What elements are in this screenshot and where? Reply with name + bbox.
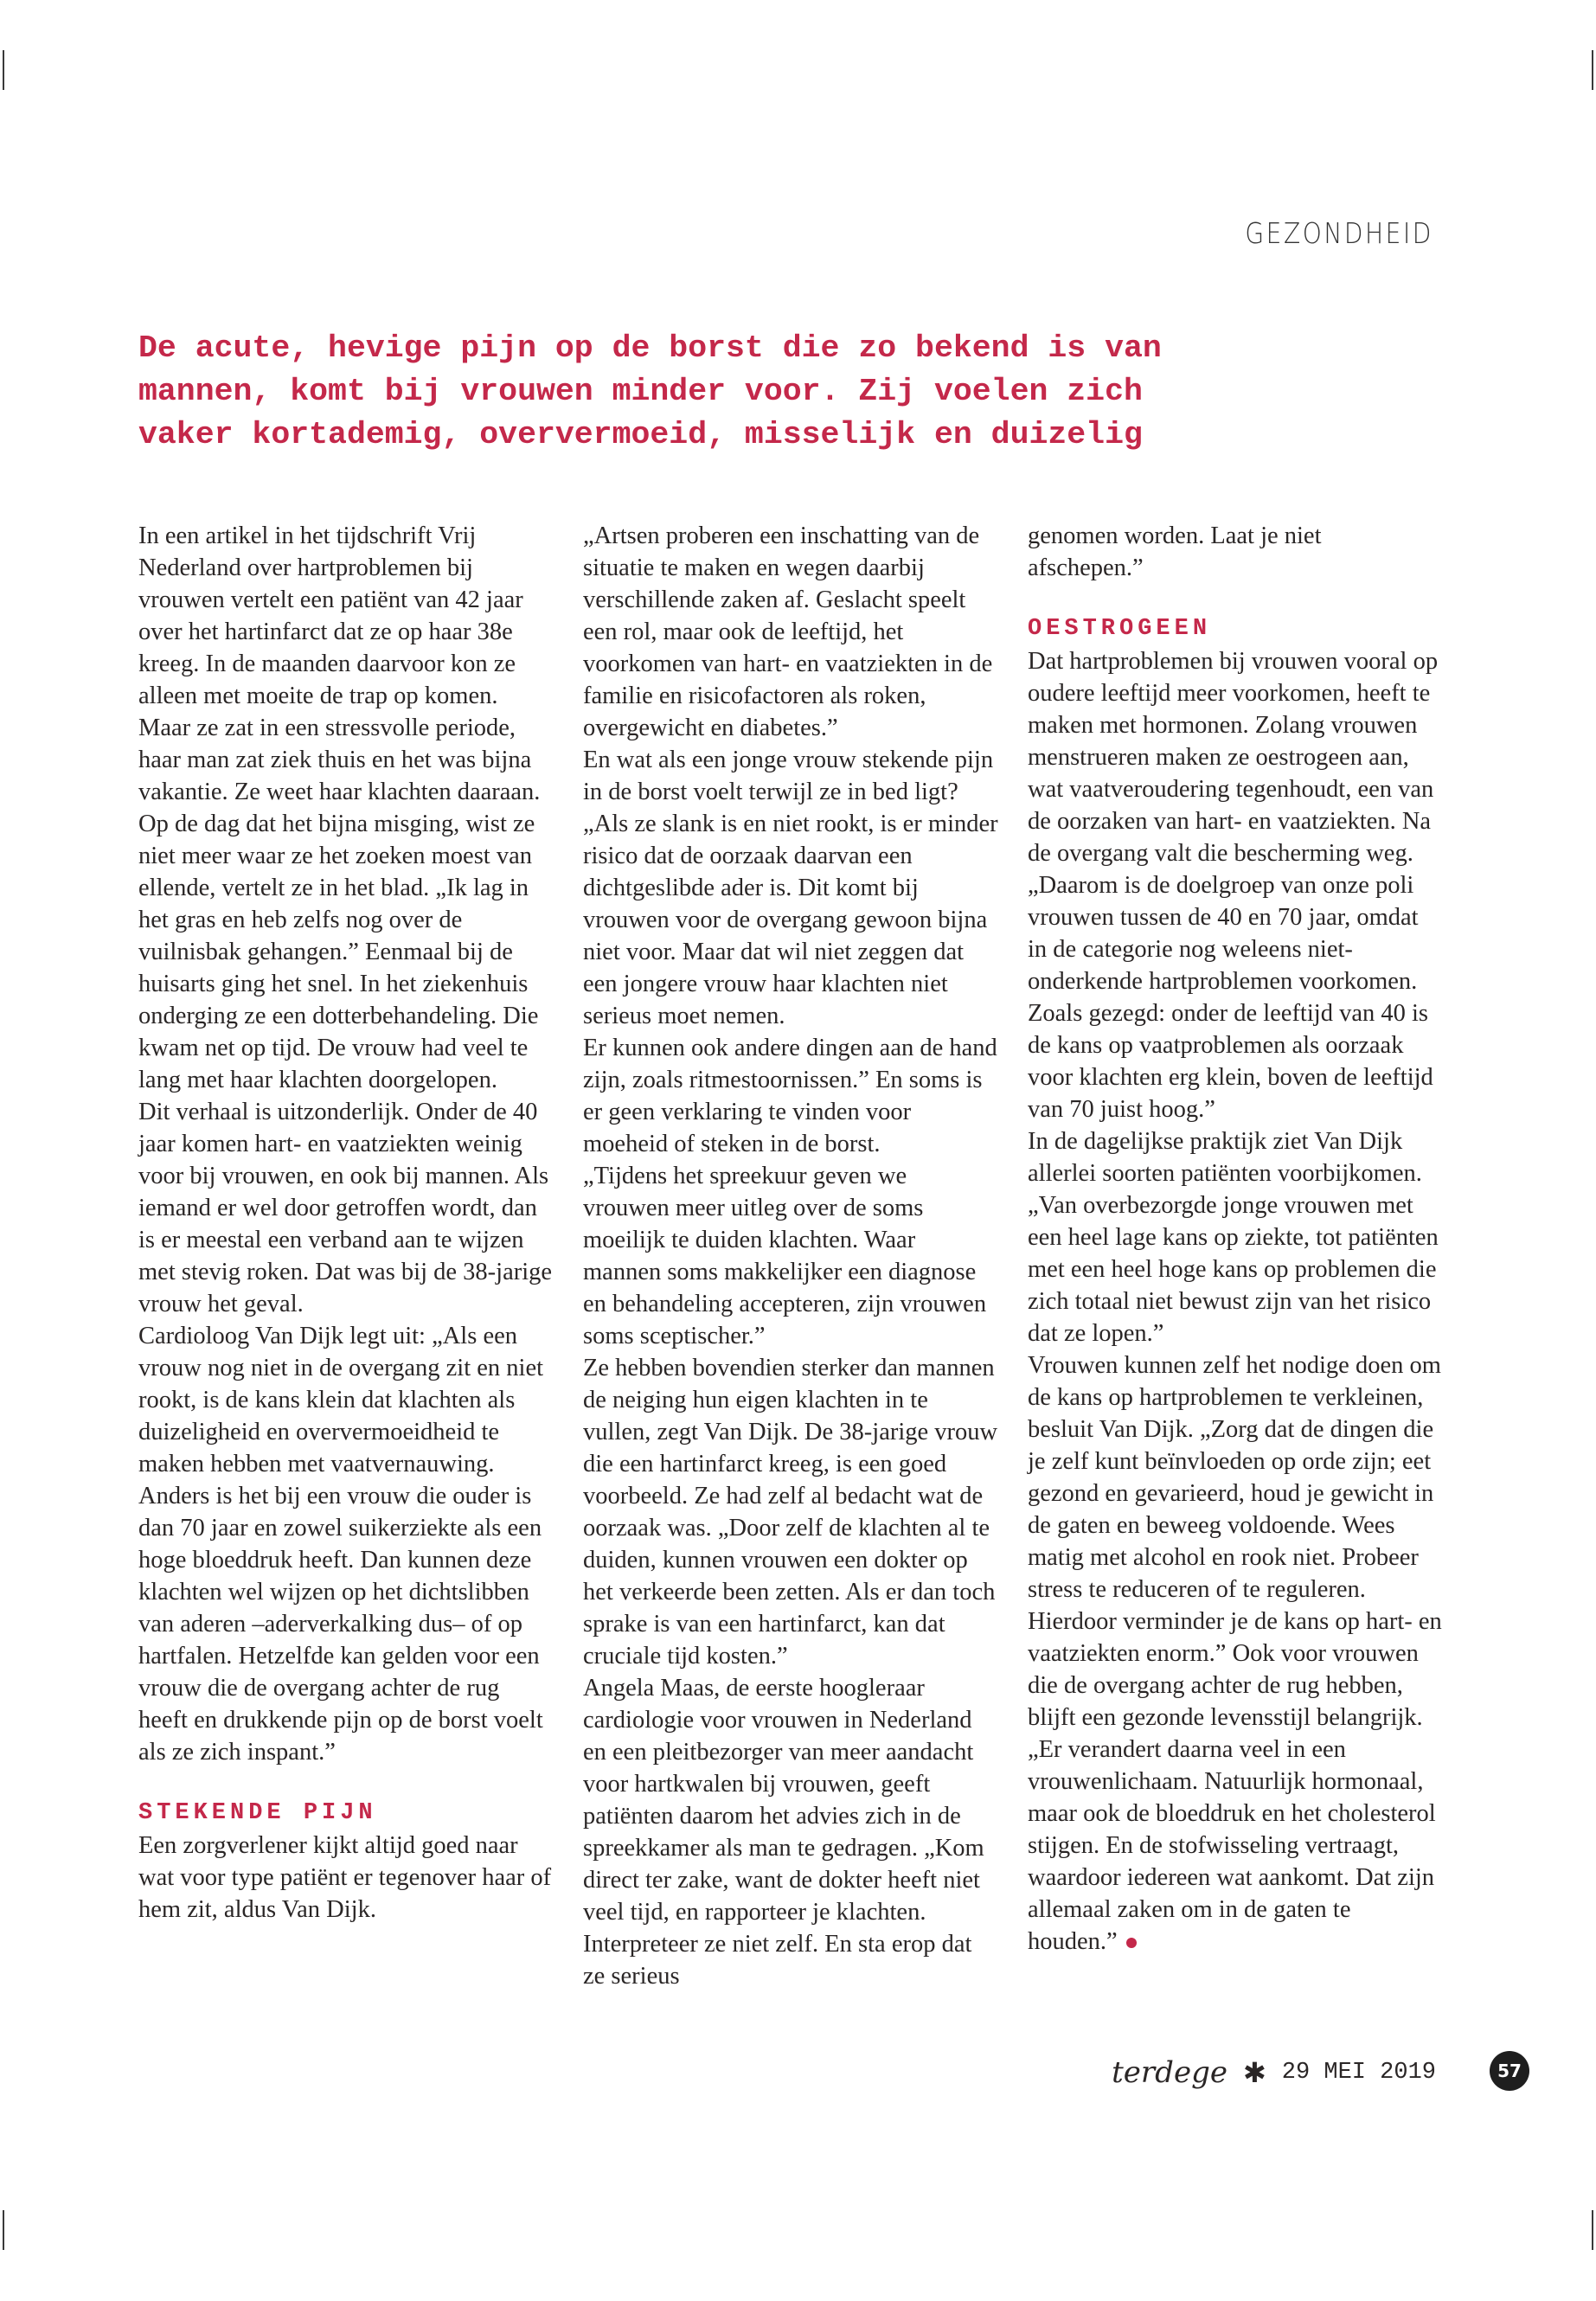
- article-column-3: [1028, 520, 1443, 1958]
- page-number: 57: [1490, 2051, 1529, 2091]
- subhead-oestrogeen: OESTROGEEN: [1028, 616, 1212, 642]
- col3-paragraph-3: In de dagelijkse praktijk ziet Van Dijk allerlei soorten patiënten voorbijkomen. „Van overbezorgde jonge vrouwen met een heel lage kans op ziekte, tot patiënten met een heel hoge kans op problemen die zich totaal niet bewust zijn van het risico dat ze lopen.”: [1028, 1128, 1439, 1347]
- col2-paragraph-3: Er kunnen ook andere dingen aan de hand zijn, zoals ritmestoornissen.” En soms is er geen verklaring te vinden voor moeheid of steken in de borst.: [583, 1035, 997, 1157]
- end-of-article-dot-icon: [1126, 1938, 1137, 1948]
- page-footer: [1112, 2055, 1436, 2090]
- article-column-1: [138, 520, 554, 1926]
- section-label: GEZONDHEID: [1245, 216, 1433, 250]
- crop-mark-top-left: [3, 50, 4, 90]
- col3-paragraph-4: [1028, 1349, 1443, 1958]
- col3-paragraph-4-text: Vrouwen kunnen zelf het nodige doen om de kans op hartproblemen te verkleinen, besluit Van Dijk. „Zorg dat de dingen die je zelf kunt beïnvloeden op orde zijn; eet gezond en gevarieerd, houd je gewicht in de gaten en beweeg voldoende. Wees matig met alcohol en rook niet. Probeer stress te reduceren of te reguleren. Hierdoor verminder je de kans op hart- en vaatziekten enorm.” Ook voor vrouwen die de overgang achter de rug hebben, blijft een gezonde levensstijl belangrijk. „Er verandert daarna veel in een vrouwenlichaam. Natuurlijk hormonaal, maar ook de bloeddruk en het cholesterol stijgen. En de stofwisseling vertraagt, waardoor iedereen wat aankomt. Dat zijn allemaal zaken om in de gaten te houden.”: [1028, 1352, 1442, 1955]
- col1-paragraph-1: In een artikel in het tijdschrift Vrij Nederland over hartproblemen bij vrouwen vertelt een patiënt van 42 jaar over het hartinfarct dat ze op haar 38e kreeg. In de maanden daarvoor kon ze alleen met moeite de trap op komen. Maar ze zat in een stressvolle periode, haar man zat ziek thuis en het was bijna vakantie. Ze weet haar klachten daaraan. Op de dag dat het bijna misging, wist ze niet meer waar ze het zoeken moest van ellende, vertelt ze in het blad. „Ik lag in het gras en heb zelfs nog over de vuilnisbak gehangen.” Eenmaal bij de huisarts ging het snel. In het ziekenhuis onderging ze een dotterbehandeling. Die kwam net op tijd. De vrouw had veel te lang met haar klachten doorgelopen.: [138, 522, 541, 1093]
- crop-mark-top-right: [1592, 50, 1593, 90]
- col1-paragraph-2: Dit verhaal is uitzonderlijk. Onder de 40 jaar komen hart- en vaatziekten weinig voor bij vrouwen, en ook bij mannen. Als iemand er wel door getroffen wordt, dan is er meestal een verband aan te wijzen met stevig roken. Dat was bij de 38-jarige vrouw het geval.: [138, 1099, 553, 1317]
- col1-paragraph-3: Cardioloog Van Dijk legt uit: „Als een vrouw nog niet in de overgang zit en niet rookt, is de kans klein dat klachten als duizeligheid en oververmoeidheid te maken hebben met vaatvernauwing. Anders is het bij een vrouw die ouder is dan 70 jaar en zowel suikerziekte als een hoge bloeddruk heeft. Dan kunnen deze klachten wel wijzen op het dichtslibben van aderen –aderverkalking dus– of op hartfalen. Hetzelfde kan gelden voor een vrouw die de overgang achter de rug heeft en drukkende pijn op de borst voelt als ze zich inspant.”: [138, 1323, 544, 1766]
- issue-date: 29 MEI 2019: [1281, 2060, 1436, 2086]
- col3-paragraph-1: genomen worden. Laat je niet afschepen.”: [1028, 522, 1322, 581]
- col2-paragraph-2: En wat als een jonge vrouw stekende pijn in de borst voelt terwijl ze in bed ligt? „Als ze slank is en niet rookt, is er minder risico dat de oorzaak daarvan een dichtgeslibde ader is. Dit komt bij vrouwen voor de overgang gewoon bijna niet voor. Maar dat wil niet zeggen dat een jongere vrouw haar klachten niet serieus moet nemen.: [583, 747, 998, 1029]
- crop-mark-bottom-right: [1592, 2210, 1593, 2250]
- asterisk-icon: ✱: [1242, 2057, 1266, 2088]
- article-column-2: [583, 520, 998, 1992]
- col3-paragraph-2: Dat hartproblemen bij vrouwen vooral op oudere leeftijd meer voorkomen, heeft te maken met hormonen. Zolang vrouwen menstrueren maken ze oestrogeen aan, wat vaatveroudering tegenhoudt, een van de oorzaken van hart- en vaatziekten. Na de overgang valt die bescherming weg. „Daarom is de doelgroep van onze poli vrouwen tussen de 40 en 70 jaar, omdat in de categorie nog weleens niet-onderkende hartproblemen voorkomen. Zoals gezegd: onder de leeftijd van 40 is de kans op vaatproblemen als oorzaak voor klachten erg klein, boven de leeftijd van 70 juist hoog.”: [1028, 648, 1439, 1123]
- magazine-logo: terdege: [1112, 2055, 1227, 2090]
- lead-paragraph: De acute, hevige pijn op de borst die zo bekend is van mannen, komt bij vrouwen minder voor. Zij voelen zich vaker kortademig, oververmoeid, misselijk en duizelig: [138, 330, 1162, 452]
- crop-mark-bottom-left: [3, 2210, 4, 2250]
- col2-paragraph-1: „Artsen proberen een inschatting van de situatie te maken en wegen daarbij verschillende zaken af. Geslacht speelt een rol, maar ook de leeftijd, het voorkomen van hart- en vaatziekten in de familie en risicofactoren als roken, overgewicht en diabetes.”: [583, 522, 993, 741]
- col2-paragraph-4: „Tijdens het spreekuur geven we vrouwen meer uitleg over de soms moeilijk te duiden klachten. Waar mannen soms makkelijker een diagnose en behandeling accepteren, zijn vrouwen soms sceptischer.”: [583, 1163, 987, 1349]
- col1-paragraph-4: Een zorgverlener kijkt altijd goed naar wat voor type patiënt er tegenover haar of hem zit, aldus Van Dijk.: [138, 1832, 552, 1923]
- subhead-stekende-pijn: STEKENDE PIJN: [138, 1800, 377, 1826]
- col2-paragraph-5: Ze hebben bovendien sterker dan mannen de neiging hun eigen klachten in te vullen, zegt Van Dijk. De 38-jarige vrouw die een hartinfarct kreeg, is een goed voorbeeld. Ze had zelf al bedacht wat de oorzaak was. „Door zelf de klachten al te duiden, kunnen vrouwen een dokter op het verkeerde been zetten. Als er dan toch sprake is van een hartinfarct, kan dat cruciale tijd kosten.”: [583, 1355, 998, 1670]
- col2-paragraph-6: Angela Maas, de eerste hoogleraar cardiologie voor vrouwen in Nederland en een pleitbezorger van meer aandacht voor hartkwalen bij vrouwen, geeft patiënten daarom het advies zich in de spreekkamer als man te gedragen. „Kom direct ter zake, want de dokter heeft niet veel tijd, en rapporteer je klachten. Interpreteer ze niet zelf. En sta erop dat ze serieus: [583, 1675, 984, 1990]
